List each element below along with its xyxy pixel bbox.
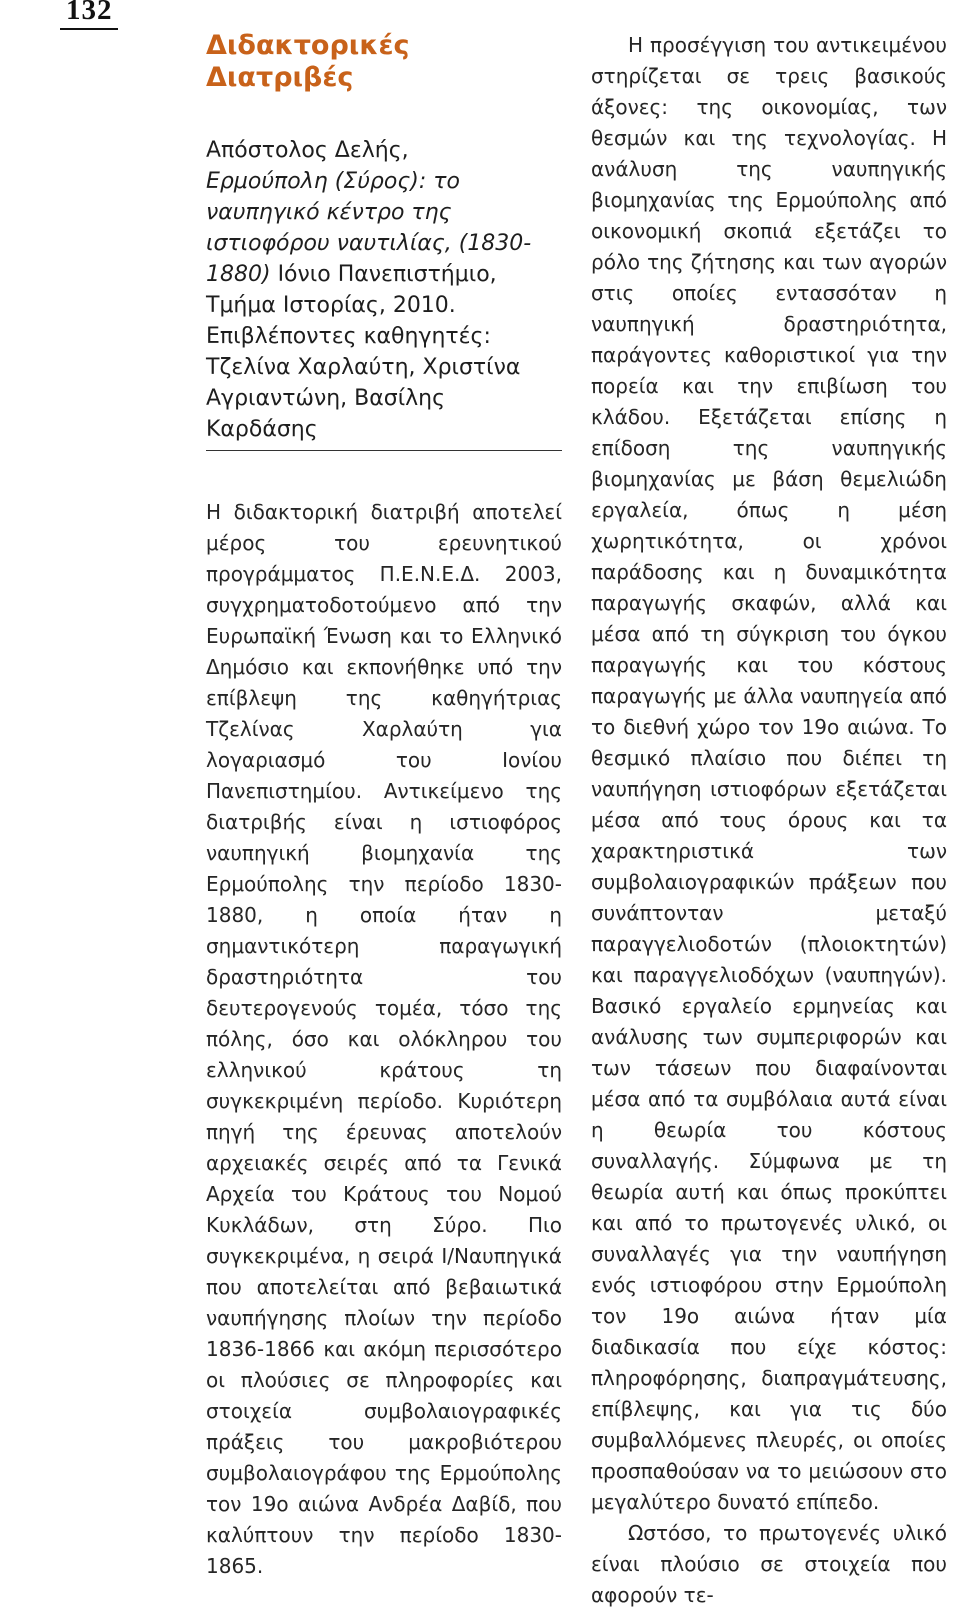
page-number-rule [60, 28, 118, 30]
abstract-paragraph-1: Η διδακτορική διατριβή αποτελεί μέρος του ερευνητικού προγράμματος Π.Ε.Ν.Ε.Δ. 2003, συγχρηματοδοτούμενο από την Ευρωπαϊκή Ένωση και το Ελληνικό Δημόσιο και εκπονήθηκε υπό την επίβλεψη της καθηγήτριας Τζελίνας Χαρλαύτη για λογαριασμό του Ιονίου Πανεπιστημίου. Αντικείμενο της διατριβής είναι η ιστιοφόρος ναυπηγική βιομηχανία της Ερμούπολης την περίοδο 1830-1880, η οποία ήταν η σημαντικότερη παραγωγική δραστηριότητα του δευτερογενούς τομέα, τόσο της πόλης, όσο και ολόκληρου του ελληνικού κράτους τη συγκεκριμένη περίοδο. Κυριότερη πηγή της έρευνας αποτελούν αρχειακές σειρές από τα Γενικά Αρχεία του Κράτους του Νομού Κυκλάδων, στη Σύρο. Πιο συγκεκριμένα, η σειρά Ι/Ναυπηγικά που αποτελείται από βεβαιωτικά ναυπήγησης πλοίων την περίοδο 1836-1866 και ακόμη περισσότερο οι πλούσιες σε πληροφορίες και στοιχεία συμβολαιογραφικές πράξεις του μακροβιότερου συμβολαιογράφου της Ερμούπολης τον 19ο αιώνα Ανδρέα Δαβίδ, που καλύπτουν την περίοδο 1830-1865. [206, 500, 562, 1578]
entry-author: Απόστολος Δελής, [206, 138, 409, 163]
dissertation-entry-heading [206, 135, 562, 451]
page-number: 132 [66, 0, 113, 26]
entry-institution: Ιόνιο Πανεπιστήμιο, Τμήμα Ιστορίας, 2010. [206, 262, 497, 318]
right-column [591, 30, 947, 1611]
entry-supervisors: Επιβλέποντες καθηγητές: Τζελίνα Χαρλαύτη, Χριστίνα Αγριαντώνη, Βασίλης Καρδάσης [206, 324, 521, 442]
abstract-paragraph-3: Ωστόσο, το πρωτογενές υλικό είναι πλούσιο σε στοιχεία που αφορούν τε- [591, 1521, 947, 1607]
entry-title: Ερμούπολη (Σύρος): το ναυπηγικό κέντρο της ιστιοφόρου ναυτιλίας, (1830-1880) [206, 169, 532, 287]
abstract-paragraph-2: Η προσέγγιση του αντικειμένου στηρίζεται σε τρεις βασικούς άξονες: της οικονομίας, των θεσμών και της τεχνολογίας. Η ανάλυση της ναυπηγικής βιομηχανίας της Ερμούπολης από οικονομική σκοπιά εξετάζει το ρόλο της ζήτησης και των αγορών στις οποίες εντασσόταν η ναυπηγική δραστηριότητα, παράγοντες καθοριστικοί για την πορεία και την επιβίωση του κλάδου. Εξετάζεται επίσης η επίδοση της ναυπηγικής βιομηχανίας με βάση θεμελιώδη εργαλεία, όπως η μέση χωρητικότητα, οι χρόνοι παράδοσης και η δυναμικότητα παραγωγής σκαφών, αλλά και μέσα από τη σύγκριση του όγκου παραγωγής και του κόστους παραγωγής με άλλα ναυπηγεία από το διεθνή χώρο τον 19ο αιώνα. Το θεσμικό πλαίσιο που διέπει τη ναυπήγηση ιστιοφόρων εξετάζεται μέσα από τους όρους και τα χαρακτηριστικά των συμβολαιογραφικών πράξεων που συνάπτονταν μεταξύ παραγγελιοδοτών (πλοιοκτητών) και παραγγελιοδόχων (ναυπηγών). Βασικό εργαλείο ερμηνείας και ανάλυσης των συμπεριφορών και των τάσεων που διαφαίνονται μέσα από τα συμβόλαια αυτά είναι η θεωρία του κόστους συναλλαγής. Σύμφωνα με τη θεωρία αυτή και όπως προκύπτει και από το πρωτογενές υλικό, οι συναλλαγές για την ναυπήγηση ενός ιστιοφόρου στην Ερμούπολη τον 19ο αιώνα ήταν μία διαδικασία που είχε κόστος: πληροφόρησης, διαπραγμάτευσης, επίβλεψης, και για τις δύο συμβαλλόμενες πλευρές, οι οποίες προσπαθούσαν να το μειώσουν στο μεγαλύτερο δυνατό επίπεδο. [591, 33, 947, 1514]
left-column [206, 30, 562, 1582]
section-title: Διδακτορικές Διατριβές [206, 30, 410, 93]
outer-margin [0, 0, 190, 1296]
